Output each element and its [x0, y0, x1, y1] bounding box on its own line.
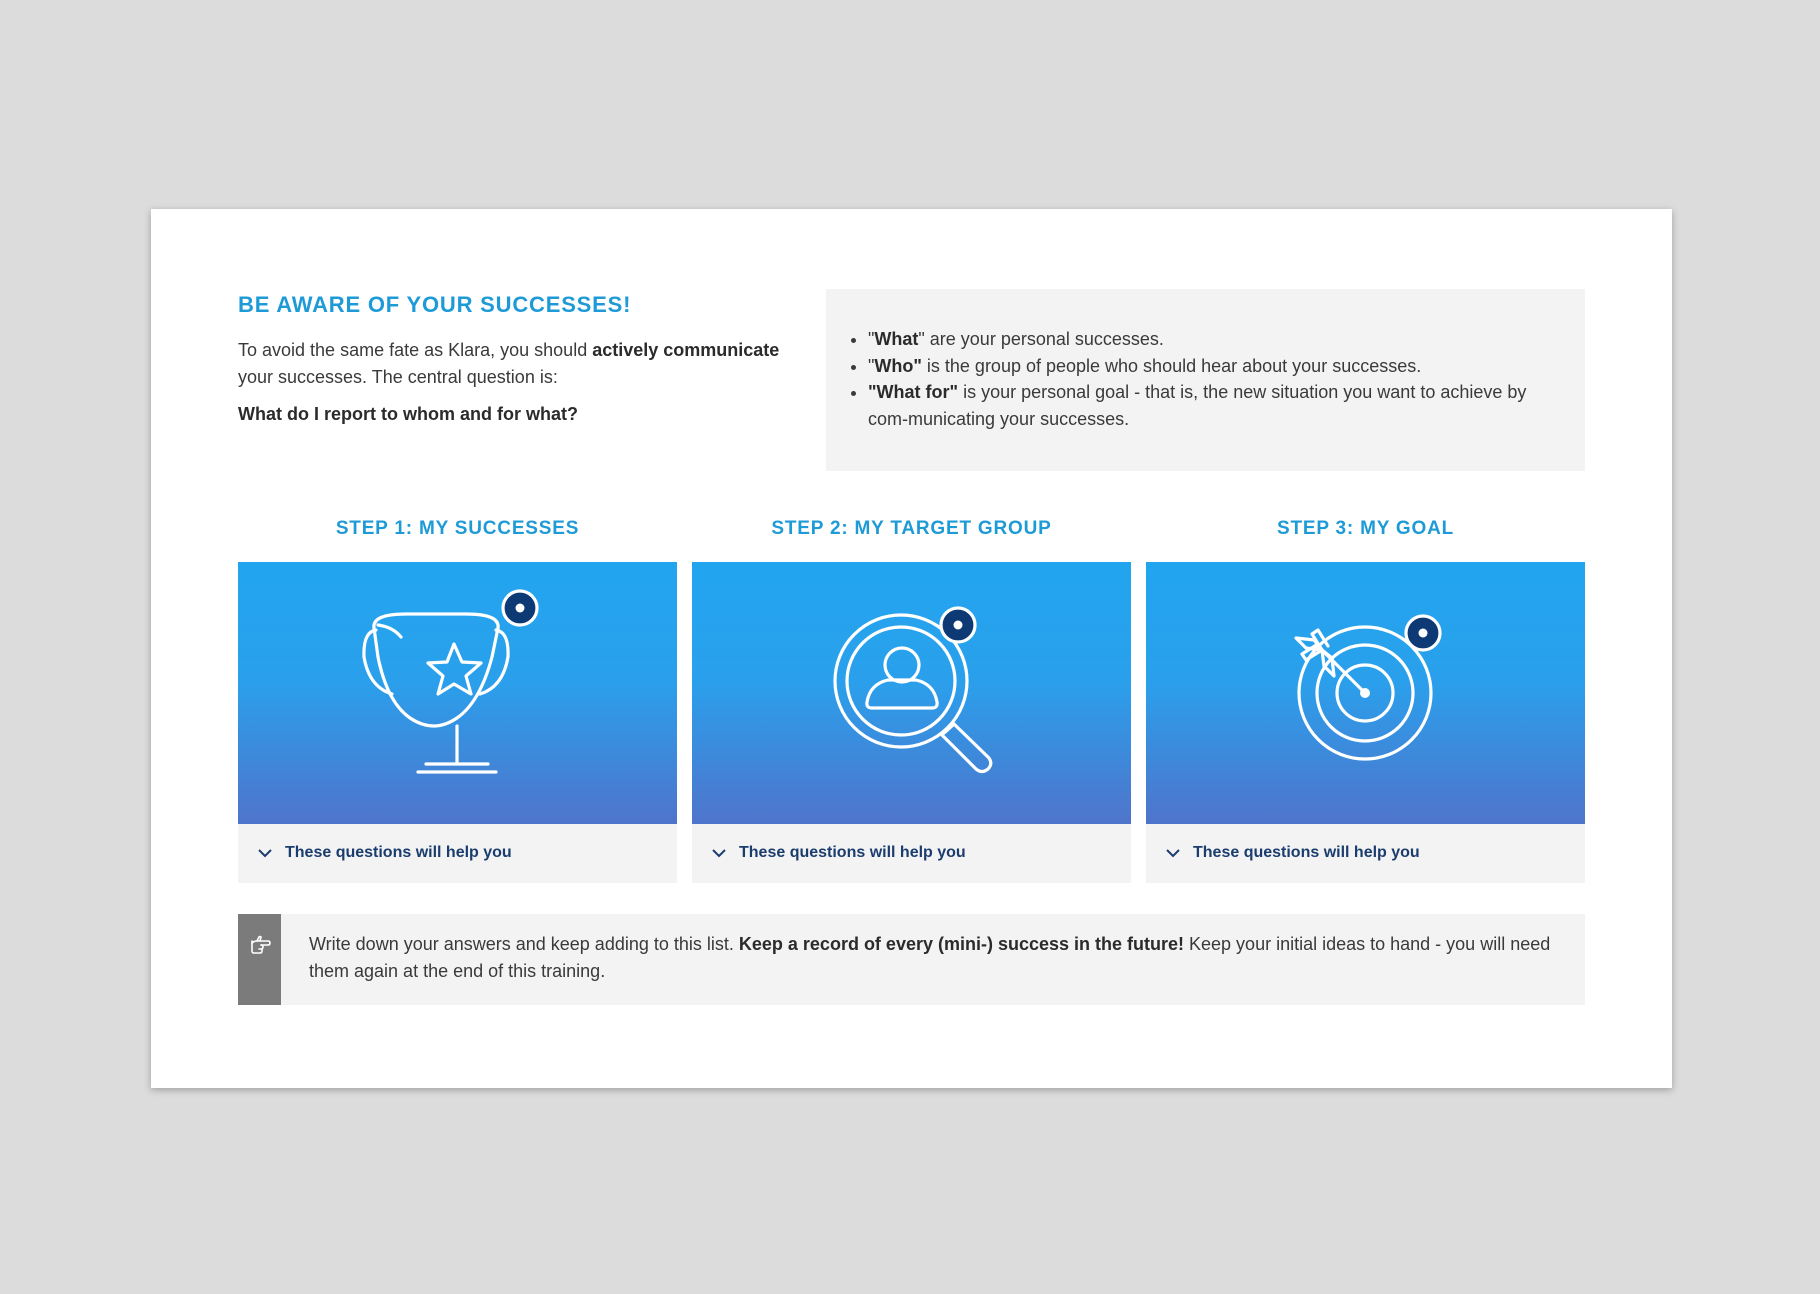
step-image-3: [1146, 562, 1585, 824]
note-icon-bar: [238, 914, 281, 1005]
note-box: [238, 914, 1585, 1005]
chevron-down-icon: [257, 845, 273, 861]
accordion-help-2[interactable]: [692, 824, 1131, 883]
accordion-label-3: These questions will help you: [1193, 844, 1420, 861]
step-card-3: [1146, 517, 1585, 861]
step-title-3: STEP 3: MY GOAL: [1276, 518, 1455, 539]
definitions-list: [854, 326, 1567, 432]
definition-who: [868, 353, 1567, 380]
definitions-box: [826, 289, 1585, 471]
note-text-end: Keep your initial ideas to hand - you will need them again at the end of this training.: [309, 934, 1551, 981]
step-card-1: [238, 517, 677, 861]
note-text-bold: Keep a record of every (mini-) success in the future!: [738, 934, 1185, 954]
intro-text-bold: actively communicate: [592, 340, 780, 360]
quote-mark: ": [918, 329, 925, 349]
page-title: BE AWARE OF YOUR SUCCESSES!: [238, 292, 632, 317]
step-image-2: [692, 562, 1131, 824]
accordion-label-2: These questions will help you: [739, 844, 966, 861]
quote-mark: ": [868, 329, 875, 349]
intro-text-end: your successes. The central question is:: [238, 367, 558, 387]
intro-section: [238, 291, 783, 428]
intro-text-start: To avoid the same fate as Klara, you should: [238, 340, 593, 360]
steps-row: [238, 517, 1585, 893]
quote-mark: ": [868, 355, 875, 376]
step-image-1: [238, 562, 677, 824]
pointing-hand-icon: [249, 934, 271, 956]
step-title-1: STEP 1: MY SUCCESSES: [335, 518, 580, 539]
target-arrow-icon: [1146, 562, 1585, 824]
definition-term: What: [874, 329, 919, 349]
step-card-2: [692, 517, 1131, 861]
definition-what-for: [868, 379, 1567, 432]
step-title-2: STEP 2: MY TARGET GROUP: [771, 518, 1052, 539]
note-text-start: Write down your answers and keep adding to this list.: [309, 934, 739, 954]
accordion-help-3[interactable]: [1146, 824, 1585, 883]
definition-text: are your personal successes.: [924, 329, 1164, 349]
trophy-star-icon: [238, 562, 677, 824]
intro-text: [238, 337, 783, 391]
chevron-down-icon: [1165, 845, 1181, 861]
chevron-down-icon: [711, 845, 727, 861]
magnifier-person-icon: [692, 562, 1131, 824]
definition-text: is the group of people who should hear about your successes.: [921, 355, 1422, 376]
content-card: [151, 209, 1672, 1088]
definition-what: [868, 326, 1567, 353]
accordion-label-1: These questions will help you: [285, 844, 512, 861]
definition-text: is your personal goal - that is, the new situation you want to achieve by com-municating your successes.: [868, 382, 1527, 429]
accordion-help-1[interactable]: [238, 824, 677, 883]
definition-term: Who": [874, 355, 922, 376]
central-question: What do I report to whom and for what?: [238, 404, 578, 424]
definition-term: "What for": [868, 382, 959, 402]
note-text: [309, 931, 1569, 985]
